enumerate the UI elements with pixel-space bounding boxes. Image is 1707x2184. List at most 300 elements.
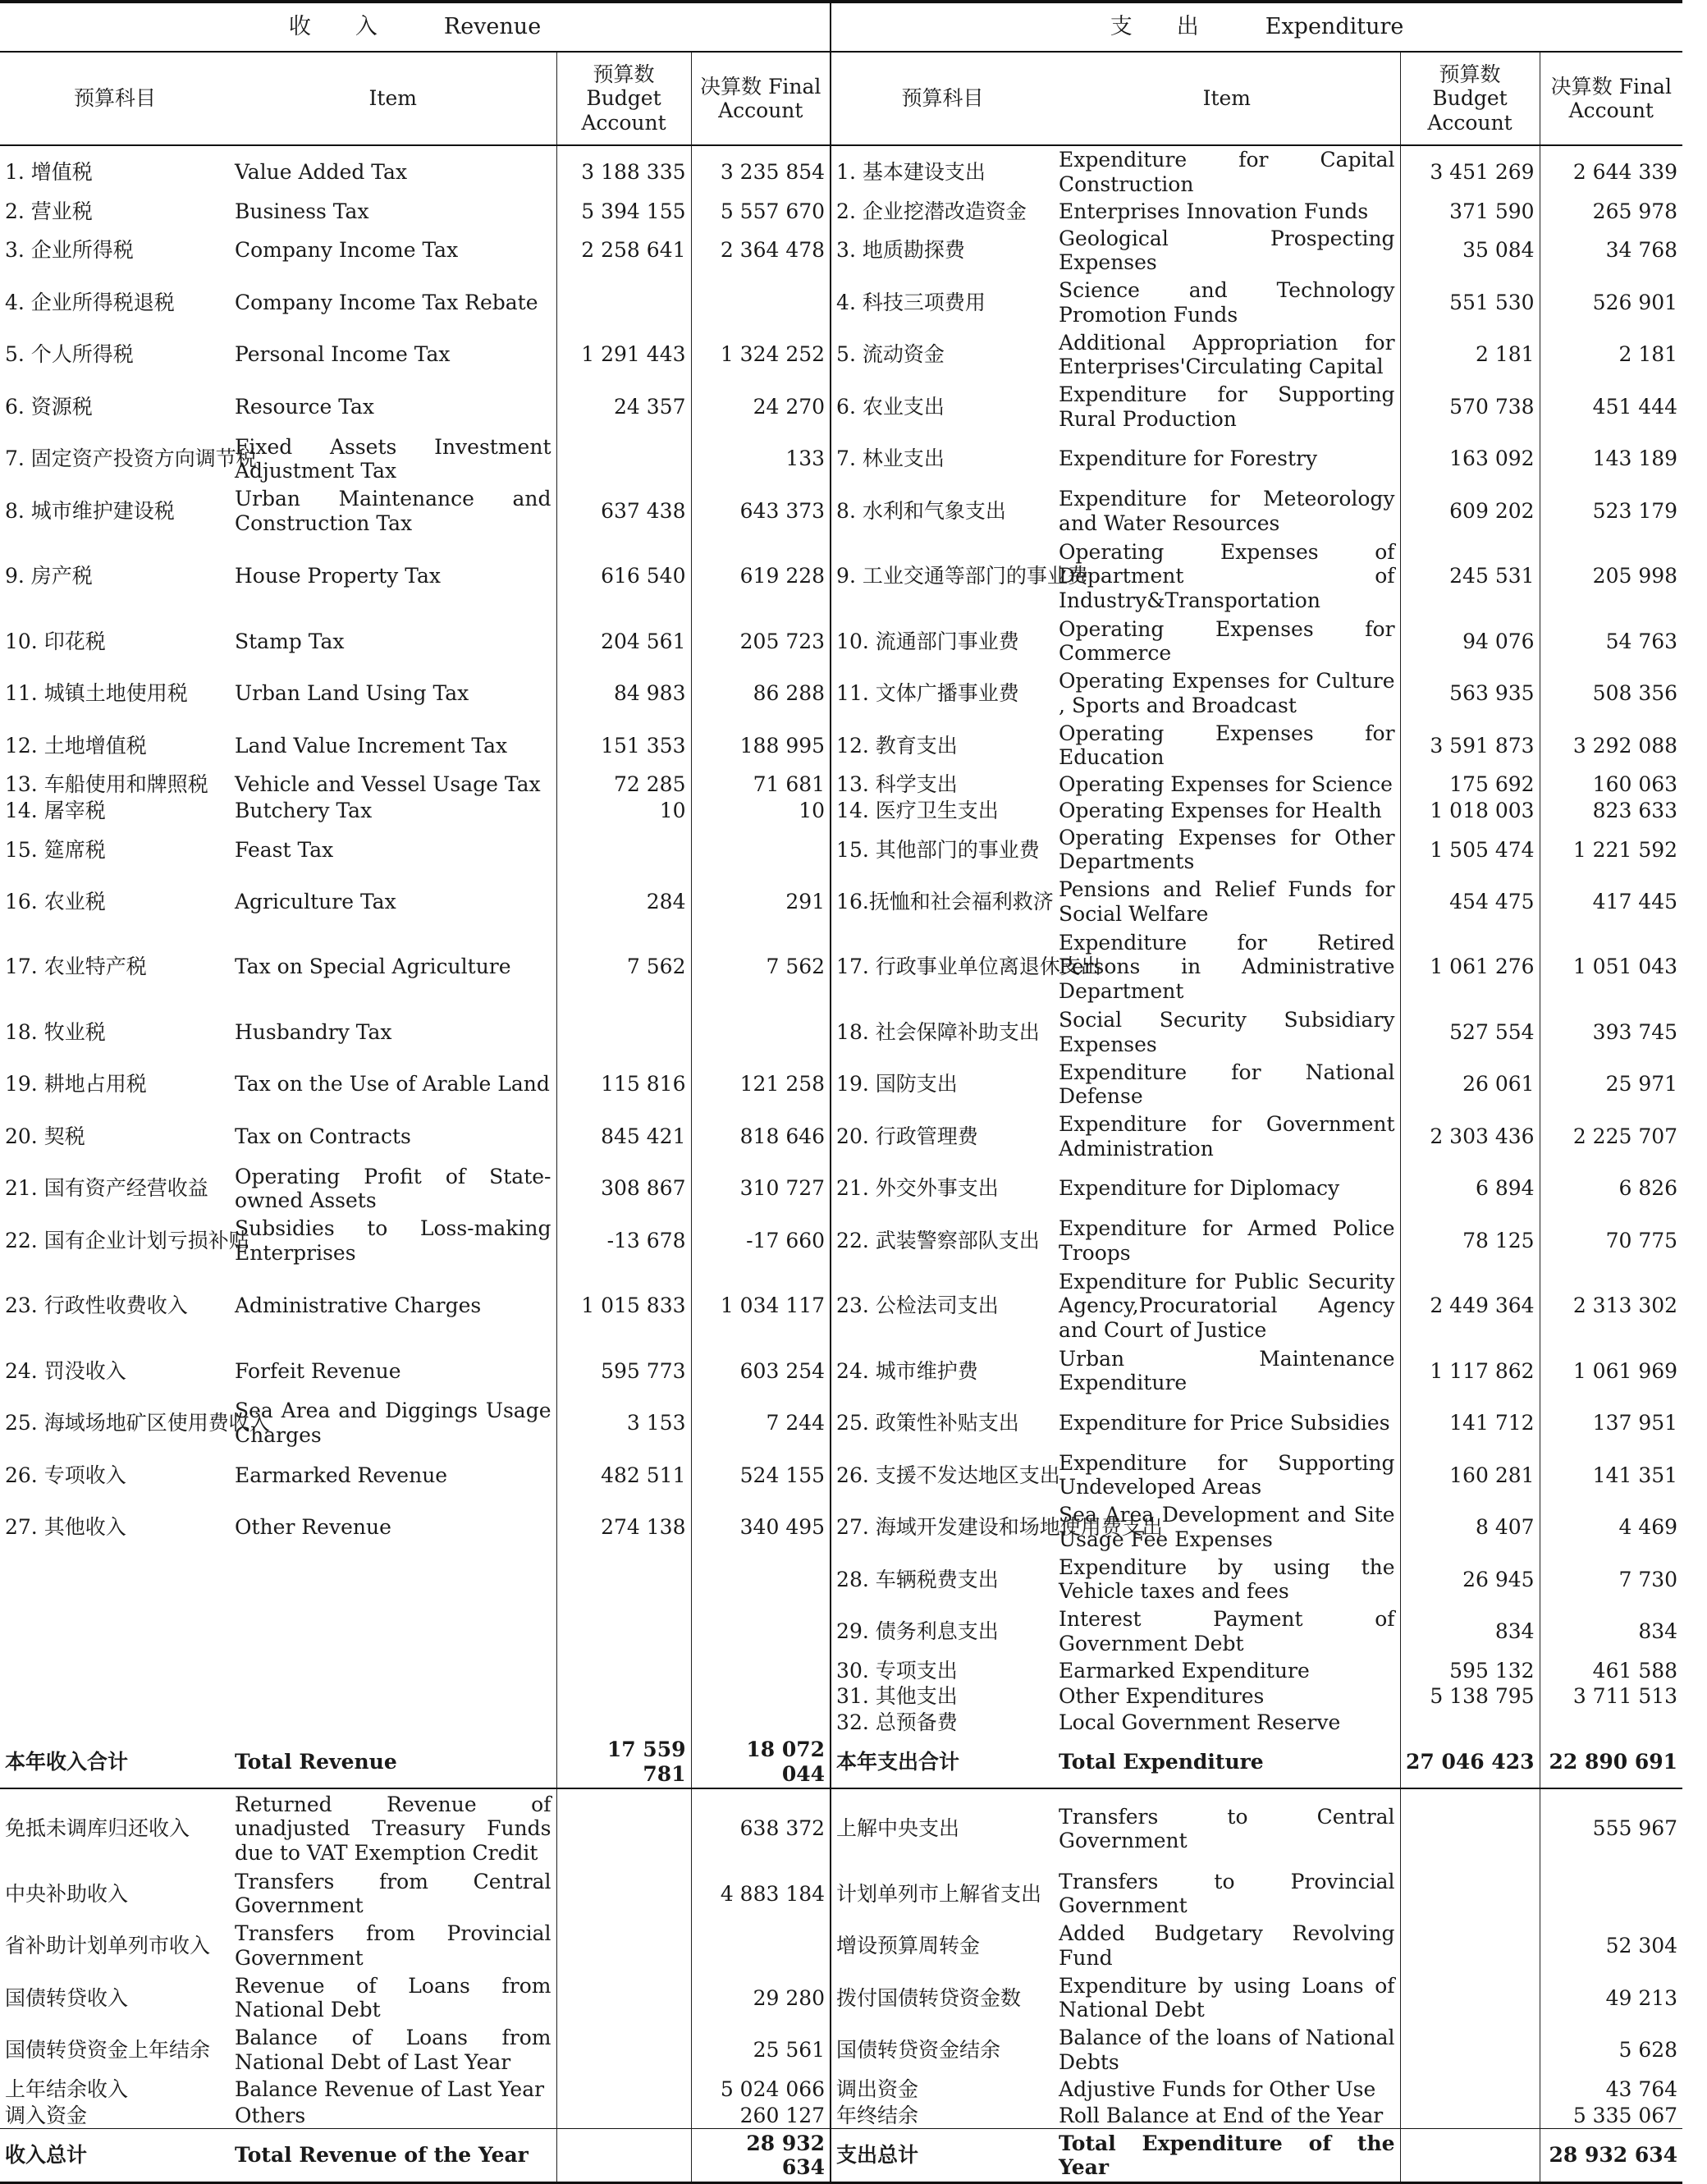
expenditure-item: Sea Area Development and Site Usage Fee Expenses [1059,1503,1395,1551]
revenue-budget: 204 561 [556,616,691,668]
revenue-item: House Property Tax [235,564,441,588]
revenue-final [691,1554,831,1606]
expenditure-item: Expenditure for Diplomacy [1059,1176,1340,1201]
revenue-subject: 1. 增值税 [5,160,93,185]
expenditure-budget: 371 590 [1400,199,1540,225]
revenue-item: Tax on Special Agriculture [235,955,511,979]
revenue-final: 5 557 670 [691,199,831,225]
expenditure-item: Expenditure for Public Security Agency,Procuratorial Agency and Court of Justice [1059,1269,1395,1342]
expenditure-budget [1400,2102,1540,2128]
expenditure-subject: 1. 基本建设支出 [831,145,1054,199]
revenue-final: 5 024 066 [691,2076,831,2103]
expenditure-budget: 1 117 862 [1400,1345,1540,1398]
revenue-budget [556,1868,691,1921]
revenue-budget [556,433,691,485]
expenditure-budget: 2 449 364 [1400,1266,1540,1344]
expenditure-item: Operating Expenses for Commerce [1059,616,1395,666]
expenditure-budget: 834 [1400,1605,1540,1658]
revenue-final: 18 072 044 [691,1736,831,1789]
expenditure-item: Additional Appropriation for Enterprises'Circulating Capital [1059,330,1395,379]
expenditure-final: 555 967 [1540,1788,1682,1867]
expenditure-budget: 175 692 [1400,771,1540,798]
expenditure-budget: 78 125 [1400,1215,1540,1267]
expenditure-final: 137 951 [1540,1397,1682,1449]
expenditure-item: Total Expenditure [1054,1736,1400,1789]
expenditure-final: 2 181 [1540,328,1682,381]
expenditure-subject: 23. 公检法司支出 [831,1266,1054,1344]
revenue-subject: 15. 筵席税 [5,837,106,862]
revenue-budget: 3 188 335 [556,145,691,199]
revenue-item: Feast Tax [235,837,334,862]
expenditure-budget: 2 181 [1400,328,1540,381]
expenditure-budget [1400,2129,1540,2183]
table-row [0,277,1682,329]
revenue-final: 205 723 [691,616,831,668]
expenditure-final: 417 445 [1540,876,1682,928]
expenditure-item: Operating Expenses for Health [1059,798,1382,822]
expenditure-budget: 35 084 [1400,224,1540,277]
expenditure-subject: 本年支出合计 [831,1736,1054,1789]
expenditure-final: 265 978 [1540,199,1682,225]
expenditure-budget: 1 505 474 [1400,824,1540,877]
revenue-subject: 19. 耕地占用税 [5,1072,147,1097]
revenue-subject: 16. 农业税 [5,890,106,914]
expenditure-budget: 6 894 [1400,1162,1540,1215]
expenditure-item: Expenditure for Supporting Undeveloped Areas [1059,1450,1395,1499]
expenditure-final: 523 179 [1540,485,1682,538]
expenditure-final: 823 633 [1540,798,1682,824]
revenue-subject [0,1605,230,1658]
revenue-final: 24 270 [691,381,831,433]
expenditure-final: 451 444 [1540,381,1682,433]
revenue-subject: 13. 车船使用和牌照税 [5,772,208,797]
expenditure-title: 支 出 Expenditure [831,2,1682,52]
revenue-item: Butchery Tax [235,798,373,822]
revenue-budget [556,1554,691,1606]
revenue-final [691,824,831,877]
revenue-subject: 3. 企业所得税 [5,238,134,263]
expenditure-final: 1 221 592 [1540,824,1682,877]
expenditure-item: Operating Expenses of Department of Industry&Transportation [1059,539,1395,612]
revenue-item: Business Tax [235,199,369,223]
expenditure-item: Expenditure by using Loans of National Debt [1059,1973,1395,2022]
expenditure-final: 834 [1540,1605,1682,1658]
expenditure-final: 1 051 043 [1540,928,1682,1006]
revenue-final [691,1605,831,1658]
expenditure-budget: 609 202 [1400,485,1540,538]
table-row [0,616,1682,668]
expenditure-item: Local Government Reserve [1059,1710,1341,1735]
revenue-subject: 4. 企业所得税退税 [5,290,175,314]
expenditure-final [1540,1868,1682,1921]
section-header-row [0,2,1682,52]
expenditure-subject: 国债转贷资金结余 [831,2024,1054,2076]
expenditure-subject: 28. 车辆税费支出 [831,1554,1054,1606]
table-row [0,199,1682,225]
col-final-expenditure: 决算数 Final Account [1540,52,1682,145]
revenue-final: 619 228 [691,537,831,615]
revenue-final: 638 372 [691,1788,831,1867]
revenue-item [230,1605,556,1658]
revenue-final: 7 244 [691,1397,831,1449]
revenue-budget: 595 773 [556,1345,691,1398]
revenue-item: Balance Revenue of Last Year [235,2076,545,2101]
revenue-subject: 8. 城市维护建设税 [5,498,175,523]
table-row [0,1006,1682,1059]
expenditure-budget: 245 531 [1400,537,1540,615]
col-final-revenue: 决算数 Final Account [691,52,831,145]
revenue-budget [556,1920,691,1972]
revenue-budget: 115 816 [556,1058,691,1110]
expenditure-final: 393 745 [1540,1006,1682,1059]
revenue-item: Urban Maintenance and Construction Tax [235,487,551,535]
revenue-final: 2 364 478 [691,224,831,277]
expenditure-item: Balance of the loans of National Debts [1059,2026,1395,2074]
revenue-budget: 284 [556,876,691,928]
expenditure-final: 508 356 [1540,667,1682,720]
expenditure-item: Urban Maintenance Expenditure [1059,1346,1395,1395]
revenue-budget [556,824,691,877]
revenue-subject: 12. 土地增值税 [5,733,147,758]
expenditure-item: Science and Technology Promotion Funds [1059,278,1395,327]
table-row [0,928,1682,1006]
expenditure-subject: 18. 社会保障补助支出 [831,1006,1054,1059]
expenditure-final: 49 213 [1540,1972,1682,2025]
table-row [0,1162,1682,1215]
expenditure-subject: 30. 专项支出 [831,1658,1054,1684]
revenue-subject: 26. 专项收入 [5,1463,126,1487]
revenue-final: 121 258 [691,1058,831,1110]
table-row [0,876,1682,928]
expenditure-budget: 454 475 [1400,876,1540,928]
expenditure-budget: 527 554 [1400,1006,1540,1059]
expenditure-subject: 上解中央支出 [831,1788,1054,1867]
expenditure-budget: 3 591 873 [1400,720,1540,772]
revenue-subject: 20. 契税 [5,1124,85,1148]
revenue-final: 4 883 184 [691,1868,831,1921]
revenue-item: Agriculture Tax [235,890,396,914]
expenditure-subject: 19. 国防支出 [831,1058,1054,1110]
revenue-budget [556,1006,691,1059]
revenue-item: Husbandry Tax [235,1019,392,1044]
revenue-item: Earmarked Revenue [235,1463,448,1487]
expenditure-final: 54 763 [1540,616,1682,668]
revenue-budget: 3 153 [556,1397,691,1449]
expenditure-item: Expenditure for Government Administration [1059,1112,1395,1161]
expenditure-item: Operating Expenses for Science [1059,772,1393,797]
expenditure-budget: 563 935 [1400,667,1540,720]
expenditure-subject: 16.抚恤和社会福利救济 [831,876,1054,928]
expenditure-final: 3 292 088 [1540,720,1682,772]
expenditure-item: Operating Expenses for Education [1059,721,1395,770]
table-row [0,1554,1682,1606]
revenue-final [691,277,831,329]
revenue-budget [556,2102,691,2128]
expenditure-final: 34 768 [1540,224,1682,277]
revenue-budget [556,1788,691,1867]
revenue-subject: 24. 罚没收入 [5,1358,126,1383]
expenditure-item: Operating Expenses for Other Departments [1059,825,1395,874]
revenue-item [230,1658,556,1684]
revenue-budget: 1 015 833 [556,1266,691,1344]
table-row [0,1736,1682,1789]
expenditure-budget: 141 712 [1400,1397,1540,1449]
revenue-budget: 72 285 [556,771,691,798]
revenue-item [230,1683,556,1710]
revenue-final: 3 235 854 [691,145,831,199]
revenue-item: Returned Revenue of unadjusted Treasury Funds due to VAT Exemption Credit [235,1792,551,1865]
revenue-item: Value Added Tax [235,160,408,185]
revenue-subject: 上年结余收入 [5,2076,129,2101]
table-row [0,1710,1682,1736]
expenditure-item: Earmarked Expenditure [1059,1658,1310,1683]
revenue-final: 1 034 117 [691,1266,831,1344]
expenditure-subject: 调出资金 [831,2076,1054,2103]
expenditure-final: 3 711 513 [1540,1683,1682,1710]
col-item-revenue: Item [230,52,556,145]
table-row [0,824,1682,877]
expenditure-final: 1 061 969 [1540,1345,1682,1398]
revenue-final: 310 727 [691,1162,831,1215]
revenue-budget [556,1972,691,2025]
revenue-final: 10 [691,798,831,824]
revenue-subject: 25. 海域场地矿区使用费收入 [5,1411,270,1435]
revenue-budget: 616 540 [556,537,691,615]
expenditure-subject: 11. 文体广播事业费 [831,667,1054,720]
revenue-budget: 845 421 [556,1110,691,1163]
expenditure-item: Expenditure for Capital Construction [1059,148,1395,196]
expenditure-subject: 21. 外交外事支出 [831,1162,1054,1215]
expenditure-final: 2 313 302 [1540,1266,1682,1344]
expenditure-final: 28 932 634 [1540,2129,1682,2183]
table-row [0,1658,1682,1684]
revenue-subject: 10. 印花税 [5,629,106,653]
table-row [0,2024,1682,2076]
revenue-item: Tax on Contracts [235,1124,411,1148]
expenditure-subject: 24. 城市维护费 [831,1345,1054,1398]
expenditure-subject: 12. 教育支出 [831,720,1054,772]
revenue-final: 71 681 [691,771,831,798]
revenue-subject: 23. 行政性收费收入 [5,1293,188,1318]
revenue-budget: 2 258 641 [556,224,691,277]
expenditure-subject: 计划单列市上解省支出 [831,1868,1054,1921]
revenue-final: 25 561 [691,2024,831,2076]
revenue-final: 188 995 [691,720,831,772]
table-row [0,381,1682,433]
table-row [0,1397,1682,1449]
revenue-item: Other Revenue [235,1515,391,1540]
expenditure-item: Expenditure for Meteorology and Water Resources [1059,487,1395,535]
revenue-final: 7 562 [691,928,831,1006]
table-row [0,1972,1682,2025]
table-row [0,1683,1682,1710]
expenditure-budget [1400,2024,1540,2076]
revenue-subject: 国债转贷资金上年结余 [5,2038,211,2063]
table-row [0,328,1682,381]
table-row [0,2102,1682,2128]
revenue-final: 524 155 [691,1449,831,1502]
expenditure-final: 5 335 067 [1540,2102,1682,2128]
expenditure-subject: 4. 科技三项费用 [831,277,1054,329]
revenue-budget: 308 867 [556,1162,691,1215]
expenditure-subject: 拨付国债转贷资金数 [831,1972,1054,2025]
expenditure-subject: 22. 武装警察部队支出 [831,1215,1054,1267]
table-row [0,224,1682,277]
table-row [0,433,1682,485]
revenue-budget: 84 983 [556,667,691,720]
table-row [0,1110,1682,1163]
expenditure-item: Expenditure for National Defense [1059,1060,1395,1109]
revenue-final: 260 127 [691,2102,831,2128]
table-row [0,537,1682,615]
table-row [0,667,1682,720]
revenue-budget [556,1710,691,1736]
revenue-budget [556,277,691,329]
revenue-subject: 11. 城镇土地使用税 [5,681,188,706]
revenue-subject: 6. 资源税 [5,394,93,419]
revenue-budget: 17 559 781 [556,1736,691,1789]
expenditure-item: Expenditure for Retired Persons in Administrative Department [1059,930,1395,1003]
expenditure-subject: 2. 企业挖潜改造资金 [831,199,1054,225]
table-row [0,771,1682,798]
table-row [0,1215,1682,1267]
expenditure-final: 141 351 [1540,1449,1682,1502]
revenue-budget: 482 511 [556,1449,691,1502]
expenditure-budget: 26 945 [1400,1554,1540,1606]
revenue-budget [556,1683,691,1710]
expenditure-subject: 15. 其他部门的事业费 [831,824,1054,877]
col-subject-expenditure: 预算科目 [831,52,1054,145]
expenditure-budget: 570 738 [1400,381,1540,433]
revenue-final [691,1658,831,1684]
revenue-final: 818 646 [691,1110,831,1163]
table-row [0,1605,1682,1658]
revenue-final [691,1683,831,1710]
revenue-item: Sea Area and Diggings Usage Charges [235,1399,551,1447]
expenditure-final: 205 998 [1540,537,1682,615]
expenditure-final: 2 644 339 [1540,145,1682,199]
expenditure-subject: 10. 流通部门事业费 [831,616,1054,668]
revenue-subject: 5. 个人所得税 [5,342,134,367]
expenditure-item: Geological Prospecting Expenses [1059,226,1395,275]
revenue-subject: 27. 其他收入 [5,1515,126,1540]
revenue-subject [0,1658,230,1684]
expenditure-item: Expenditure for Forestry [1059,446,1318,471]
table-row [0,720,1682,772]
revenue-budget: 24 357 [556,381,691,433]
revenue-item [230,1710,556,1736]
expenditure-final: 143 189 [1540,433,1682,485]
revenue-subject: 21. 国有资产经营收益 [5,1176,208,1201]
revenue-title: 收 入 Revenue [0,2,831,52]
revenue-final: 340 495 [691,1501,831,1554]
expenditure-subject: 27. 海域开发建设和场地使用费支出 [831,1501,1054,1554]
revenue-item: Company Income Tax Rebate [235,290,538,314]
revenue-subject: 14. 屠宰税 [5,798,106,822]
revenue-subject: 中央补助收入 [5,1881,129,1906]
revenue-budget: 10 [556,798,691,824]
expenditure-budget: 163 092 [1400,433,1540,485]
revenue-final: -17 660 [691,1215,831,1267]
expenditure-item: Social Security Subsidiary Expenses [1059,1008,1395,1056]
revenue-item: Land Value Increment Tax [235,733,508,758]
revenue-final [691,1006,831,1059]
expenditure-final: 5 628 [1540,2024,1682,2076]
revenue-item: Revenue of Loans from National Debt [235,1973,551,2022]
expenditure-item: Other Expenditures [1059,1684,1265,1709]
revenue-subject: 17. 农业特产税 [5,955,147,979]
revenue-item: Resource Tax [235,394,375,419]
revenue-item: Company Income Tax [235,238,459,263]
col-budget-revenue: 预算数 Budget Account [556,52,691,145]
expenditure-subject: 6. 农业支出 [831,381,1054,433]
revenue-item: Forfeit Revenue [235,1358,401,1383]
revenue-item: Transfers from Provincial Government [235,1921,551,1970]
revenue-final [691,1710,831,1736]
column-header-row [0,52,1682,145]
revenue-final: 643 373 [691,485,831,538]
revenue-budget [556,2024,691,2076]
expenditure-item: Expenditure for Supporting Rural Production [1059,382,1395,431]
expenditure-final: 526 901 [1540,277,1682,329]
expenditure-subject: 26. 支援不发达地区支出 [831,1449,1054,1502]
revenue-final [691,1920,831,1972]
expenditure-final: 43 764 [1540,2076,1682,2103]
expenditure-budget: 1 018 003 [1400,798,1540,824]
revenue-subject [0,1683,230,1710]
expenditure-subject: 32. 总预备费 [831,1710,1054,1736]
expenditure-final: 160 063 [1540,771,1682,798]
revenue-budget: 5 394 155 [556,199,691,225]
expenditure-budget: 3 451 269 [1400,145,1540,199]
revenue-subject: 收入总计 [0,2129,230,2183]
revenue-subject: 国债转贷收入 [5,1985,129,2010]
expenditure-subject: 9. 工业交通等部门的事业费 [831,537,1054,615]
expenditure-subject: 25. 政策性补贴支出 [831,1397,1054,1449]
expenditure-subject: 20. 行政管理费 [831,1110,1054,1163]
expenditure-budget [1400,2076,1540,2103]
revenue-subject: 2. 营业税 [5,199,93,223]
table-row [0,1266,1682,1344]
revenue-item: Total Revenue [230,1736,556,1789]
expenditure-subject: 8. 水利和气象支出 [831,485,1054,538]
revenue-item: Total Revenue of the Year [230,2129,556,2183]
revenue-subject: 本年收入合计 [0,1736,230,1789]
revenue-subject: 7. 固定资产投资方向调节税 [5,446,257,471]
table-row [0,1868,1682,1921]
expenditure-subject: 7. 林业支出 [831,433,1054,485]
expenditure-item: Adjustive Funds for Other Use [1059,2076,1376,2101]
expenditure-final: 22 890 691 [1540,1736,1682,1789]
expenditure-final: 70 775 [1540,1215,1682,1267]
table-row [0,1501,1682,1554]
revenue-subject: 免抵未调库归还收入 [5,1816,190,1841]
revenue-item: Fixed Assets Investment Adjustment Tax [235,434,551,483]
table-row [0,1920,1682,1972]
expenditure-budget [1400,1710,1540,1736]
revenue-final: 86 288 [691,667,831,720]
col-item-expenditure: Item [1054,52,1400,145]
revenue-final: 291 [691,876,831,928]
table-row [0,1788,1682,1867]
revenue-budget: 1 291 443 [556,328,691,381]
revenue-budget [556,2076,691,2103]
expenditure-subject: 增设预算周转金 [831,1920,1054,1972]
revenue-item: Administrative Charges [235,1293,482,1318]
table-row [0,1449,1682,1502]
expenditure-budget: 8 407 [1400,1501,1540,1554]
table-body [0,145,1682,2183]
